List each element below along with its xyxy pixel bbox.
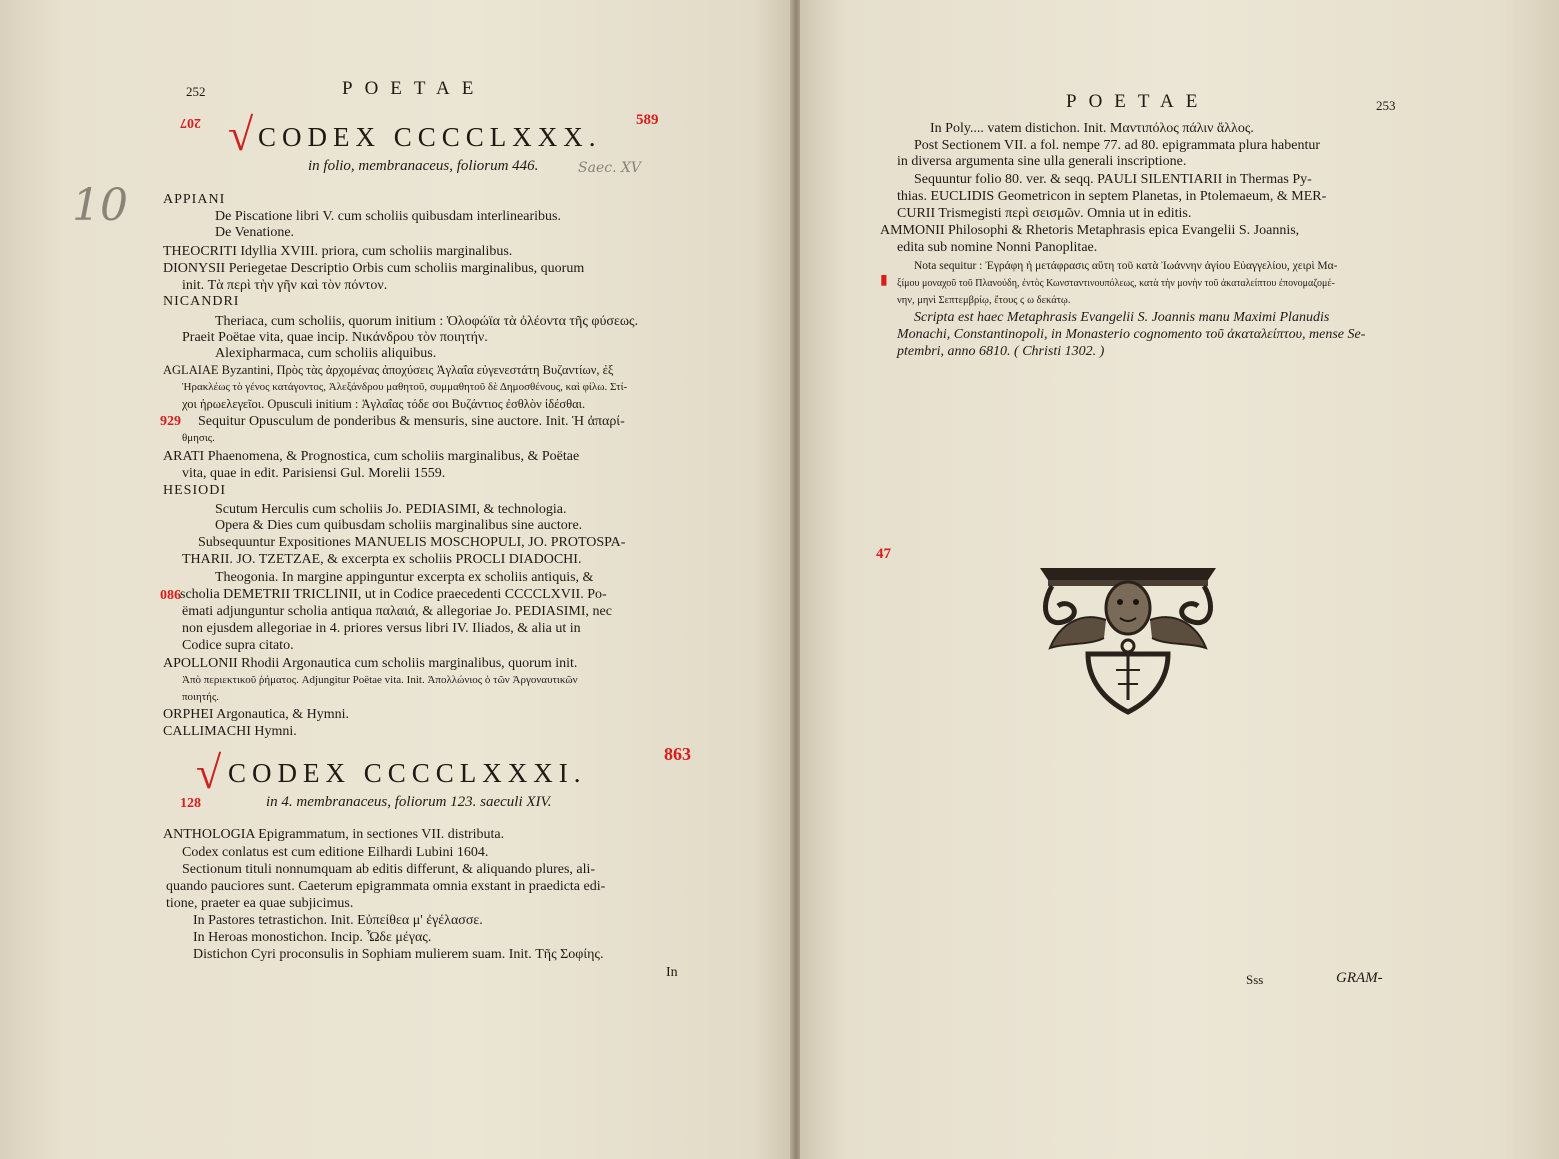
codex1-line: vita, quae in edit. Parisiensi Gul. Morelii 1559. (182, 466, 446, 481)
red-check-mark-2: √ (196, 747, 222, 798)
codex1-line: ORPHEI Argonautica, & Hymni. (163, 707, 350, 722)
red-mark-right: 47 (876, 546, 891, 562)
codex1-line: non ejusdem allegoriae in 4. priores versus libri IV. Iliados, & alia ut in (182, 621, 581, 636)
right-line: ptembri, anno 6810. ( Christi 1302. ) (897, 344, 1105, 359)
codex1-line: Theogonia. In margine appinguntur excerpta ex scholiis antiquis, & (215, 570, 594, 585)
codex1-line: De Venatione. (215, 225, 295, 240)
right-line: Nota sequitur : Ἐγράφη ἡ μετάφρασις αὕτη τοῦ κατὰ Ἰωάννην ἁγίου Εὐαγγελίου, χειρὶ Μα- (914, 260, 1338, 272)
running-head-left: POETAE (342, 78, 486, 99)
right-line: Post Sectionem VII. a fol. nempe 77. ad 80. epigrammata plura habentur (914, 138, 1321, 153)
right-line: thias. EUCLIDIS Geometricon in septem Planetas, in Ptolemaeum, & MER- (897, 189, 1327, 204)
right-line: ξίμου μοναχοῦ τοῦ Πλανούδη, ἐντὸς Κωνσταντινουπόλεως, κατὰ τὴν μονὴν τοῦ ἀκαταλείπτου ἐπονομαζομέ- (897, 278, 1335, 289)
right-line: Sequuntur folio 80. ver. & seqq. PAULI SILENTIARII in Thermas Py- (914, 172, 1312, 187)
codex1-line: THEOCRITI Idyllia XVIII. priora, cum scholiis marginalibus. (163, 244, 513, 259)
codex1-line: Sequitur Opusculum de ponderibus & mensuris, sine auctore. Init. Ἡ ἀπαρί- (198, 414, 625, 429)
codex1-line: APOLLONII Rhodii Argonautica cum scholiis marginalibus, quorum init. (163, 656, 578, 671)
codex1-line: scholia DEMETRII TRICLINII, ut in Codice praecedenti CCCCLXVII. Po- (180, 587, 607, 602)
codex1-line: init. Τὰ περὶ τὴν γῆν καὶ τὸν πόντον. (182, 278, 388, 293)
pencil-saec: Saec. XV (578, 160, 642, 176)
right-line: AMMONII Philosophi & Rhetoris Metaphrasis epica Evangelii S. Joannis, (880, 223, 1300, 238)
codex2-line: Distichon Cyri proconsulis in Sophiam mulierem suam. Init. Τῆς Σοφίης. (193, 947, 604, 962)
codex2-line: In Heroas monostichon. Incip. Ὧδε μέγας. (193, 930, 432, 945)
page-number-right: 253 (1376, 98, 1396, 113)
red-annotation-codex2: 863 (664, 744, 691, 764)
codex1-line: Codice supra citato. (182, 638, 294, 653)
signature-mark: Sss (1246, 972, 1264, 987)
right-line: Monachi, Constantinopoli, in Monasterio cognomento τοῦ ἀκαταλείπτου, mense Se- (897, 327, 1366, 342)
red-annotation-left-codex2: 128 (180, 796, 201, 811)
red-mark-right-line: ▮ (880, 273, 888, 288)
codex1-line: AGLAIAE Byzantini, Πρὸς τὰς ἀρχομένας ἀποχύσεις Ἀγλαΐα εὐγενεστάτη Βυζαντίων, ἐξ (163, 363, 614, 377)
codex1-line: χοι ἡρωελεγεῖοι. Opusculi initium : Ἀγλαΐας τόδε σοι Βυζάντιος ἐσθλὸν ἰδέσθαι. (182, 397, 586, 411)
right-line: CURII Trismegisti περὶ σεισμῶν. Omnia ut in editis. (897, 206, 1192, 221)
codex1-line: ëmati adjunguntur scholia antiqua παλαιά, & allegoriae Jo. PEDIASIMI, nec (182, 604, 612, 619)
codex1-line: Praeit Poëtae vita, quae incip. Νικάνδρου τὸν ποιητήν. (182, 330, 488, 345)
codex1-line: De Piscatione libri V. cum scholiis quibusdam interlinearibus. (215, 209, 561, 224)
right-line: νην, μηνὶ Σεπτεμβρίῳ, ἔτους ϛ ω δεκάτῳ. (897, 295, 1071, 306)
running-head-right: POETAE (1066, 91, 1210, 112)
page-number-left: 252 (186, 84, 206, 99)
red-side-note: 086 (160, 588, 181, 603)
codex1-line: Theriaca, cum scholiis, quorum initium : Ὀλοφώϊα τὰ ὀλέοντα τῆς φύσεως. (215, 314, 639, 329)
codex1-line: ARATI Phaenomena, & Prognostica, cum scholiis marginalibus, & Poëtae (163, 449, 580, 464)
codex1-line: Scutum Herculis cum scholiis Jo. PEDIASIMI, & technologia. (215, 502, 567, 517)
codex-title-2: CODEX CCCCLXXXI. (228, 758, 587, 788)
codex1-line: APPIANI (163, 192, 226, 207)
codex1-line: ποιητής. (182, 691, 220, 703)
tailpiece-ornament-icon (1028, 550, 1228, 720)
codex2-line: ANTHOLOGIA Epigrammatum, in sectiones VII. distributa. (163, 827, 505, 842)
codex2-line: quando pauciores sunt. Caeterum epigrammata omnia exstant in praedicta edi- (166, 879, 606, 894)
red-check-mark: √ (228, 109, 254, 160)
right-line: edita sub nomine Nonni Panoplitae. (897, 240, 1098, 255)
codex1-line: CALLIMACHI Hymni. (163, 724, 297, 739)
codex1-line: Subsequuntur Expositiones MANUELIS MOSCHOPULI, JO. PROTOSPA- (198, 535, 626, 550)
right-line: in diversa argumenta sine ulla generali inscriptione. (897, 154, 1187, 169)
codex2-line: Codex conlatus est cum editione Eilhardi Lubini 1604. (182, 845, 489, 860)
codex1-line: THARII. JO. TZETZAE, & excerpta ex scholiis PROCLI DIADOCHI. (182, 552, 582, 567)
catchword-right: GRAM- (1336, 970, 1383, 986)
codex1-line: Opera & Dies cum quibusdam scholiis marginalibus sine auctore. (215, 518, 583, 533)
red-annotation-left-codex1: 207 (180, 115, 201, 130)
codex2-description: in 4. membranaceus, foliorum 123. saeculi XIV. (266, 794, 552, 810)
codex2-line: tione, praeter ea quae subjicimus. (166, 896, 354, 911)
codex1-line: Ἀπὸ περιεκτικοῦ ῥήματος. Adjungitur Poëtae vita. Init. Ἀπολλώνιος ὁ τῶν Ἀργοναυτικῶν (182, 674, 578, 686)
codex1-line: DIONYSII Periegetae Descriptio Orbis cum scholiis marginalibus, quorum (163, 261, 585, 276)
red-side-note: 929 (160, 414, 181, 429)
catchword-left: In (666, 965, 678, 980)
codex1-line: Ἡρακλέως τὸ γένος κατάγοντος, Ἀλεξάνδρου μαθητοῦ, συμμαθητοῦ δὲ Δημοσθένους, καὶ φίλω. Στί- (182, 381, 628, 393)
codex1-line: HESIODI (163, 483, 226, 498)
pencil-margin-note: 10 (72, 180, 128, 231)
codex1-description: in folio, membranaceus, foliorum 446. (308, 158, 539, 174)
codex1-line: θμησις. (182, 432, 215, 444)
codex-title-1: CODEX CCCCLXXX. (258, 122, 602, 152)
codex1-line: NICANDRI (163, 294, 240, 309)
red-annotation-codex1: 589 (636, 112, 659, 128)
codex1-line: Alexipharmaca, cum scholiis aliquibus. (215, 346, 437, 361)
right-line: In Poly.... vatem distichon. Init. Μαντιπόλος πάλιν ἄλλος. (930, 121, 1254, 136)
right-line: Scripta est haec Metaphrasis Evangelii S. Joannis manu Maximi Planudis (914, 310, 1330, 325)
codex2-line: In Pastores tetrastichon. Init. Εὐπείθεα μ' ἐγέλασσε. (193, 913, 483, 928)
codex2-line: Sectionum tituli nonnumquam ab editis differunt, & aliquando plures, ali- (182, 862, 596, 877)
